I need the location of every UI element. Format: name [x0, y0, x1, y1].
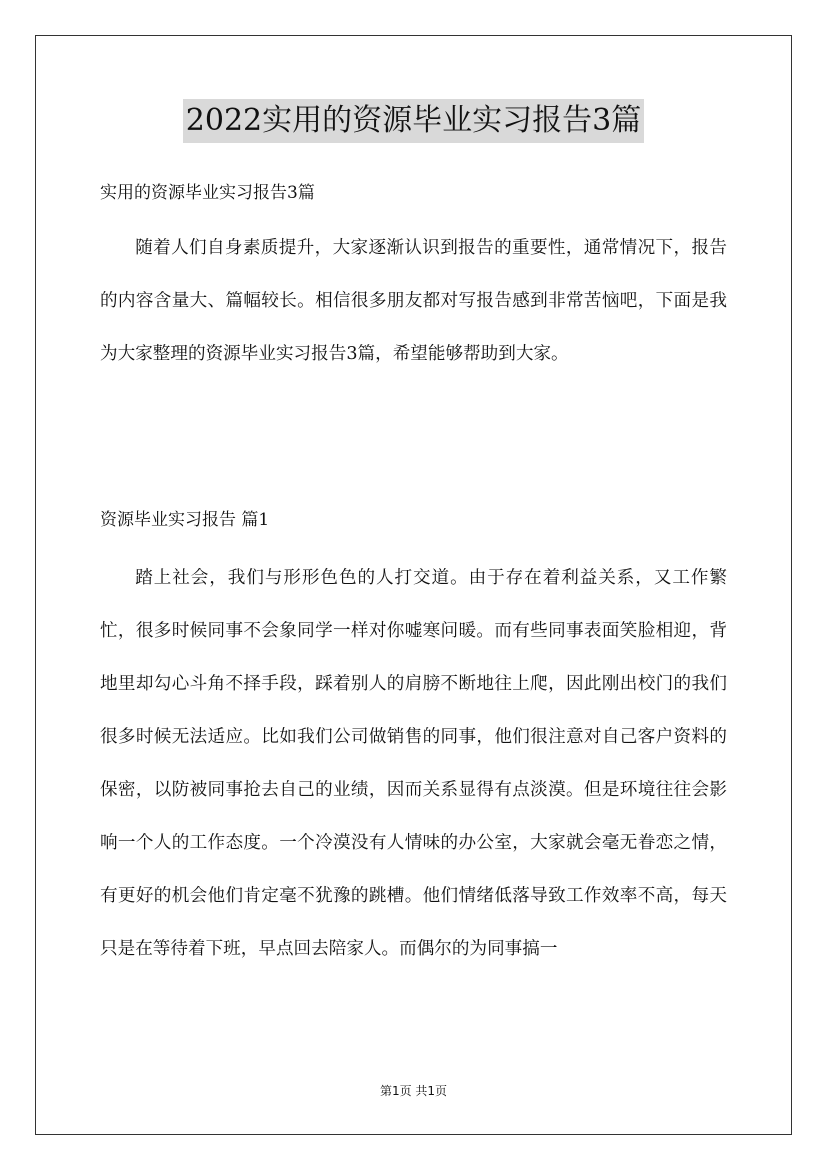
intro-paragraph: 随着人们自身素质提升，大家逐渐认识到报告的重要性，通常情况下，报告的内容含量大、篇幅较长。相信很多朋友都对写报告感到非常苦恼吧，下面是我为大家整理的资源毕业实习报告3篇，希望能够帮助到大家。	[100, 238, 727, 364]
document-title: 2022实用的资源毕业实习报告3篇	[183, 99, 644, 143]
page-footer: 第1页 共1页	[379, 1084, 448, 1098]
section-heading: 资源毕业实习报告 篇1	[100, 510, 270, 530]
title-container	[0, 99, 827, 143]
section-body-paragraph: 踏上社会，我们与形形色色的人打交道。由于存在着利益关系，又工作繁忙，很多时候同事不会象同学一样对你嘘寒问暖。而有些同事表面笑脸相迎，背地里却勾心斗角不择手段，踩着别人的肩膀不断地往上爬，因此刚出校门的我们很多时候无法适应。比如我们公司做销售的同事，他们很注意对自己客户资料的保密，以防被同事抢去自己的业绩，因而关系显得有点淡漠。但是环境往往会影响一个人的工作态度。一个冷漠没有人情味的办公室，大家就会毫无眷恋之情，有更好的机会他们肯定毫不犹豫的跳槽。他们情绪低落导致工作效率不高，每天只是在等待着下班，早点回去陪家人。而偶尔的为同事搞一	[100, 568, 727, 959]
document-subtitle: 实用的资源毕业实习报告3篇	[100, 183, 315, 203]
